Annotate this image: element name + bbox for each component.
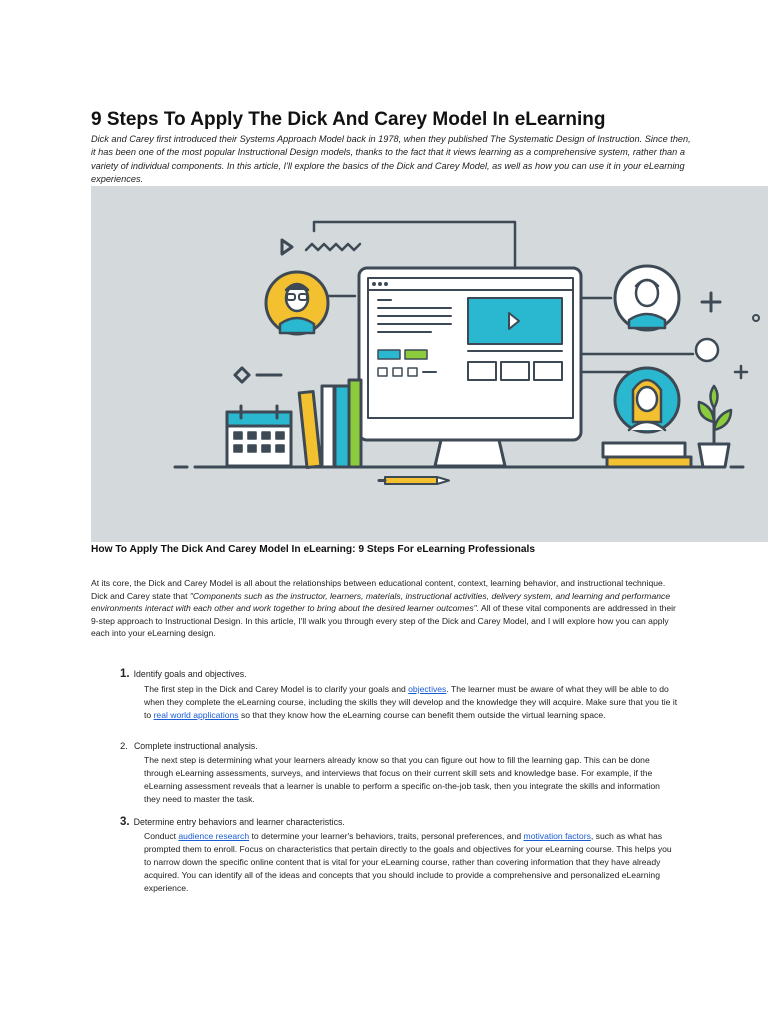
body-paragraph — [91, 577, 681, 640]
real-world-applications-link[interactable]: real world applications — [153, 709, 239, 720]
step-3-number: 3. — [120, 816, 130, 828]
step-3-text-3: , such as what has prompted them to enroll. Focus on characteristics that pertain directly to the goals and objectives for your eLearning course. This helps you to narrow down the specific online content that is vital for your eLearning course, rather than covering information that they have already acquired. You can identify all of the ideas and concepts that you should include to provide a comprehensive and personalized eLearning experience. — [144, 831, 672, 893]
audience-research-link[interactable]: audience research — [178, 831, 250, 841]
step-2-title: Complete instructional analysis. — [133, 741, 258, 751]
step-1-text: The first step in the Dick and Carey Model is to clarify your goals and — [144, 684, 409, 694]
step-2-number: 2. — [120, 741, 128, 752]
learner-avatar-icon — [615, 266, 679, 330]
plant-icon — [699, 386, 731, 467]
learner-female-avatar-icon — [615, 368, 679, 432]
wave-icon — [306, 244, 360, 250]
plus-icon — [702, 293, 720, 311]
play-triangle-icon — [282, 240, 292, 254]
pencil-icon — [379, 477, 449, 484]
video-play-icon — [468, 298, 562, 380]
step-1-text-2: . The learner must be aware of what they will be able to do when they complete the eLearning course, including the skills they will develop and the knowledge they will acquire. Make sure that you tie it to — [144, 684, 678, 720]
calendar-icon — [227, 406, 291, 466]
step-3-text: Conduct — [144, 831, 179, 841]
step-2-text: The next step is determining what your learners already know so that you can figure out how to fill the learning gap. This can be done through eLearning assessments, surveys, and interviews that focus on their current skill sets and knowledge base. For example, if the eLearning assessment reveals that a learner is unable to perform a specific on-the-job task, then you integrate the skills and information they need to master the task. — [144, 755, 660, 804]
para-quote: "Components such as the instructor, learners, materials, instructional activities, delivery system, and learning and performance environments interact with each other and work together to bring about the desired learner outcomes". — [91, 590, 671, 614]
diamond-icon — [235, 368, 249, 382]
step-3-body — [144, 830, 678, 895]
step-1-heading — [120, 668, 247, 681]
step-2-body — [144, 754, 678, 806]
books-icon — [299, 380, 361, 468]
step-1-number: 1. — [120, 668, 130, 680]
step-3-heading — [120, 816, 345, 829]
section-subheading: How To Apply The Dick And Carey Model In eLearning: 9 Steps For eLearning Professionals — [91, 544, 535, 555]
step-3-title: Determine entry behaviors and learner characteristics. — [133, 817, 345, 827]
step-1-body — [144, 683, 678, 722]
hero-illustration — [91, 186, 768, 542]
objectives-link[interactable]: objectives — [408, 684, 447, 694]
step-2-heading — [120, 740, 258, 753]
para-text: At its core, the Dick and Carey Model is all about the relationships between educational content, context, learning behavior, and instructional technique. Dick and Carey state that — [91, 578, 666, 601]
step-1-title: Identify goals and objectives. — [133, 669, 247, 679]
intro-paragraph: Dick and Carey first introduced their Systems Approach Model back in 1978, when they published The Systematic Design of Instruction. Since then, it has been one of the most popular Instructional Design models, thanks to the fact that it views learning as a comprehensive system, rather than a variety of individual components. In this article, I'll explore the basics of the Dick and Carey Model, as well as how you can use it in your eLearning experiences. — [91, 134, 691, 185]
step-1-text-3: so that they know how the eLearning course can benefit them outside the virtual learning space. — [238, 709, 606, 720]
step-3-text-2: to determine your learner's behaviors, traits, personal preferences, and — [249, 831, 524, 841]
motivation-factors-link[interactable]: motivation factors — [523, 831, 591, 841]
instructor-avatar-icon — [266, 272, 328, 334]
para-text-end: All of these vital components are addressed in their 9-step approach to Instructional Design. In this article, I'll walk you through every step of the Dick and Carey Model, and I will explore how you can apply each into your eLearning design. — [91, 603, 676, 639]
page-title: 9 Steps To Apply The Dick And Carey Model In eLearning — [91, 109, 606, 130]
